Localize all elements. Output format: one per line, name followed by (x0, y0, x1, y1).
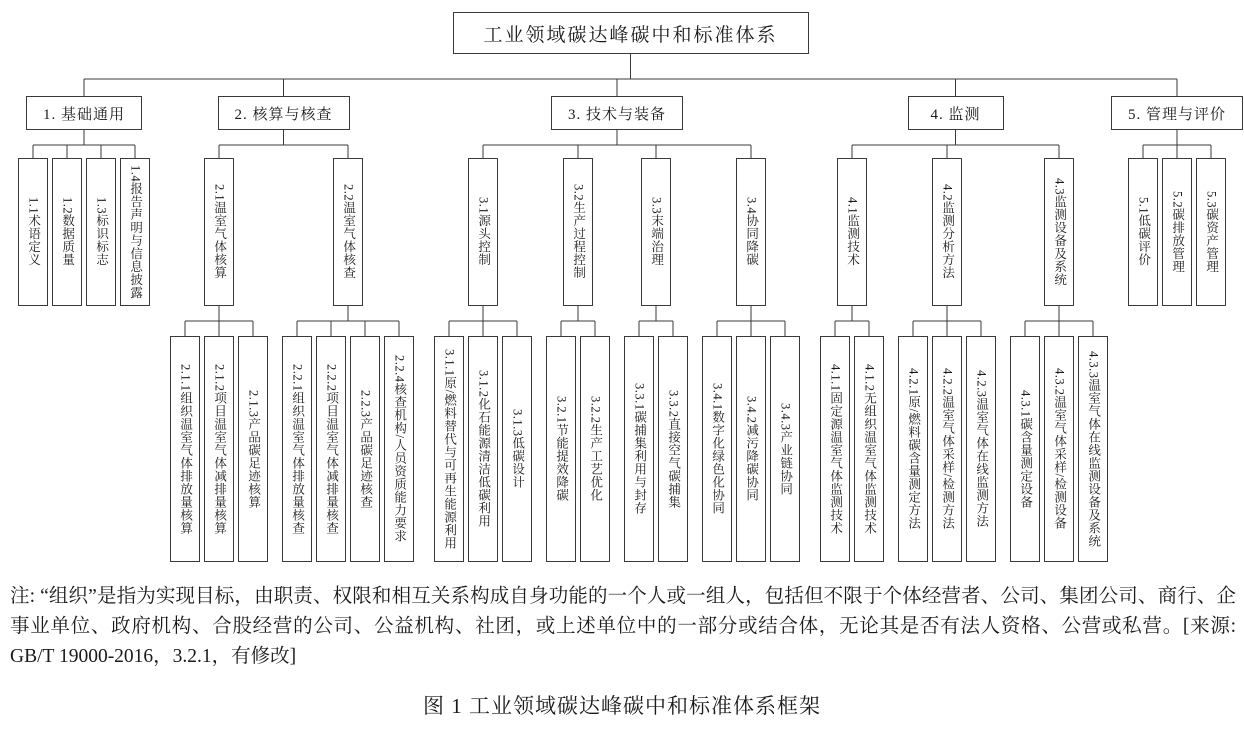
diagram-title-box: 工业领域碳达峰碳中和标准体系 (452, 12, 808, 54)
figure-caption: 图 1 工业领域碳达峰碳中和标准体系框架 (423, 694, 821, 718)
subcategory-box: 5.2碳排放管理 (1162, 158, 1192, 306)
standard-item-box: 3.1.1原/燃料替代与可再生能源利用 (434, 336, 464, 562)
standard-item-box: 2.2.2项目温室气体减排量核查 (316, 336, 346, 562)
subcategory-box: 4.3监测设备及系统 (1044, 158, 1074, 306)
subcategory-box: 3.3末端治理 (641, 158, 671, 306)
subcategory-box: 5.3碳资产管理 (1196, 158, 1226, 306)
standard-item-box: 3.4.2减污降碳协同 (736, 336, 766, 562)
standard-item-box: 2.2.1组织温室气体排放量核查 (282, 336, 312, 562)
category-box: 2. 核算与核查 (217, 96, 349, 130)
subcategory-box: 3.1源头控制 (468, 158, 498, 306)
standard-item-box: 3.1.2化石能源清洁低碳利用 (468, 336, 498, 562)
standard-item-box: 4.1.1固定源温室气体监测技术 (820, 336, 850, 562)
note-text: 注: “组织”是指为实现目标，由职责、权限和相互关系构成自身功能的一个人或一组人，包括但不限于个体经营者、公司、集团公司、商行、企事业单位、政府机构、合股经营的公司、公益机构、社团，或上述单位中的一部分或结合体，无论其是否有法人资格、公营或私营。[来源: GB/T 19000-2016，3.2.1，有修改] (10, 586, 1236, 667)
standard-item-box: 3.4.1数字化绿色化协同 (702, 336, 732, 562)
standard-item-box: 3.3.1碳捕集利用与封存 (624, 336, 654, 562)
subcategory-box: 1.3标识标志 (86, 158, 116, 306)
standard-item-box: 3.4.3产业链协同 (770, 336, 800, 562)
standard-item-box: 2.1.2项目温室气体减排量核算 (204, 336, 234, 562)
category-box: 4. 监测 (908, 96, 1004, 130)
standard-item-box: 4.3.2温室气体采样/检测设备 (1044, 336, 1074, 562)
standard-item-box: 4.1.2无组织温室气体监测技术 (854, 336, 884, 562)
subcategory-box: 3.2生产过程控制 (563, 158, 593, 306)
subcategory-box: 2.1温室气体核算 (204, 158, 234, 306)
category-box: 5. 管理与评价 (1111, 96, 1243, 130)
standard-item-box: 3.2.2生产工艺优化 (580, 336, 610, 562)
standard-item-box: 2.2.4核查机构/人员资质能力要求 (384, 336, 414, 562)
subcategory-box: 1.1术语定义 (18, 158, 48, 306)
standard-item-box: 2.2.3产品碳足迹核查 (350, 336, 380, 562)
standard-item-box: 4.3.3温室气体在线监测设备及系统 (1078, 336, 1108, 562)
standard-item-box: 2.1.3产品碳足迹核算 (238, 336, 268, 562)
standard-item-box: 3.3.2直接空气碳捕集 (658, 336, 688, 562)
subcategory-box: 5.1低碳评价 (1128, 158, 1158, 306)
subcategory-box: 2.2温室气体核查 (333, 158, 363, 306)
standard-item-box: 3.2.1节能提效降碳 (546, 336, 576, 562)
category-box: 3. 技术与装备 (551, 96, 683, 130)
standard-item-box: 4.2.2温室气体采样/检测方法 (932, 336, 962, 562)
standard-item-box: 2.1.1组织温室气体排放量核算 (170, 336, 200, 562)
standard-item-box: 4.3.1碳含量测定设备 (1010, 336, 1040, 562)
standard-item-box: 4.2.3温室气体在线监测方法 (966, 336, 996, 562)
category-box: 1. 基础通用 (26, 96, 142, 130)
standard-item-box: 3.1.3低碳设计 (502, 336, 532, 562)
subcategory-box: 1.2数据质量 (52, 158, 82, 306)
subcategory-box: 4.2监测分析方法 (932, 158, 962, 306)
subcategory-box: 4.1监测技术 (837, 158, 867, 306)
subcategory-box: 3.4协同降碳 (736, 158, 766, 306)
standard-item-box: 4.2.1原/燃料碳含量测定方法 (898, 336, 928, 562)
subcategory-box: 1.4报告声明与信息披露 (120, 158, 150, 306)
